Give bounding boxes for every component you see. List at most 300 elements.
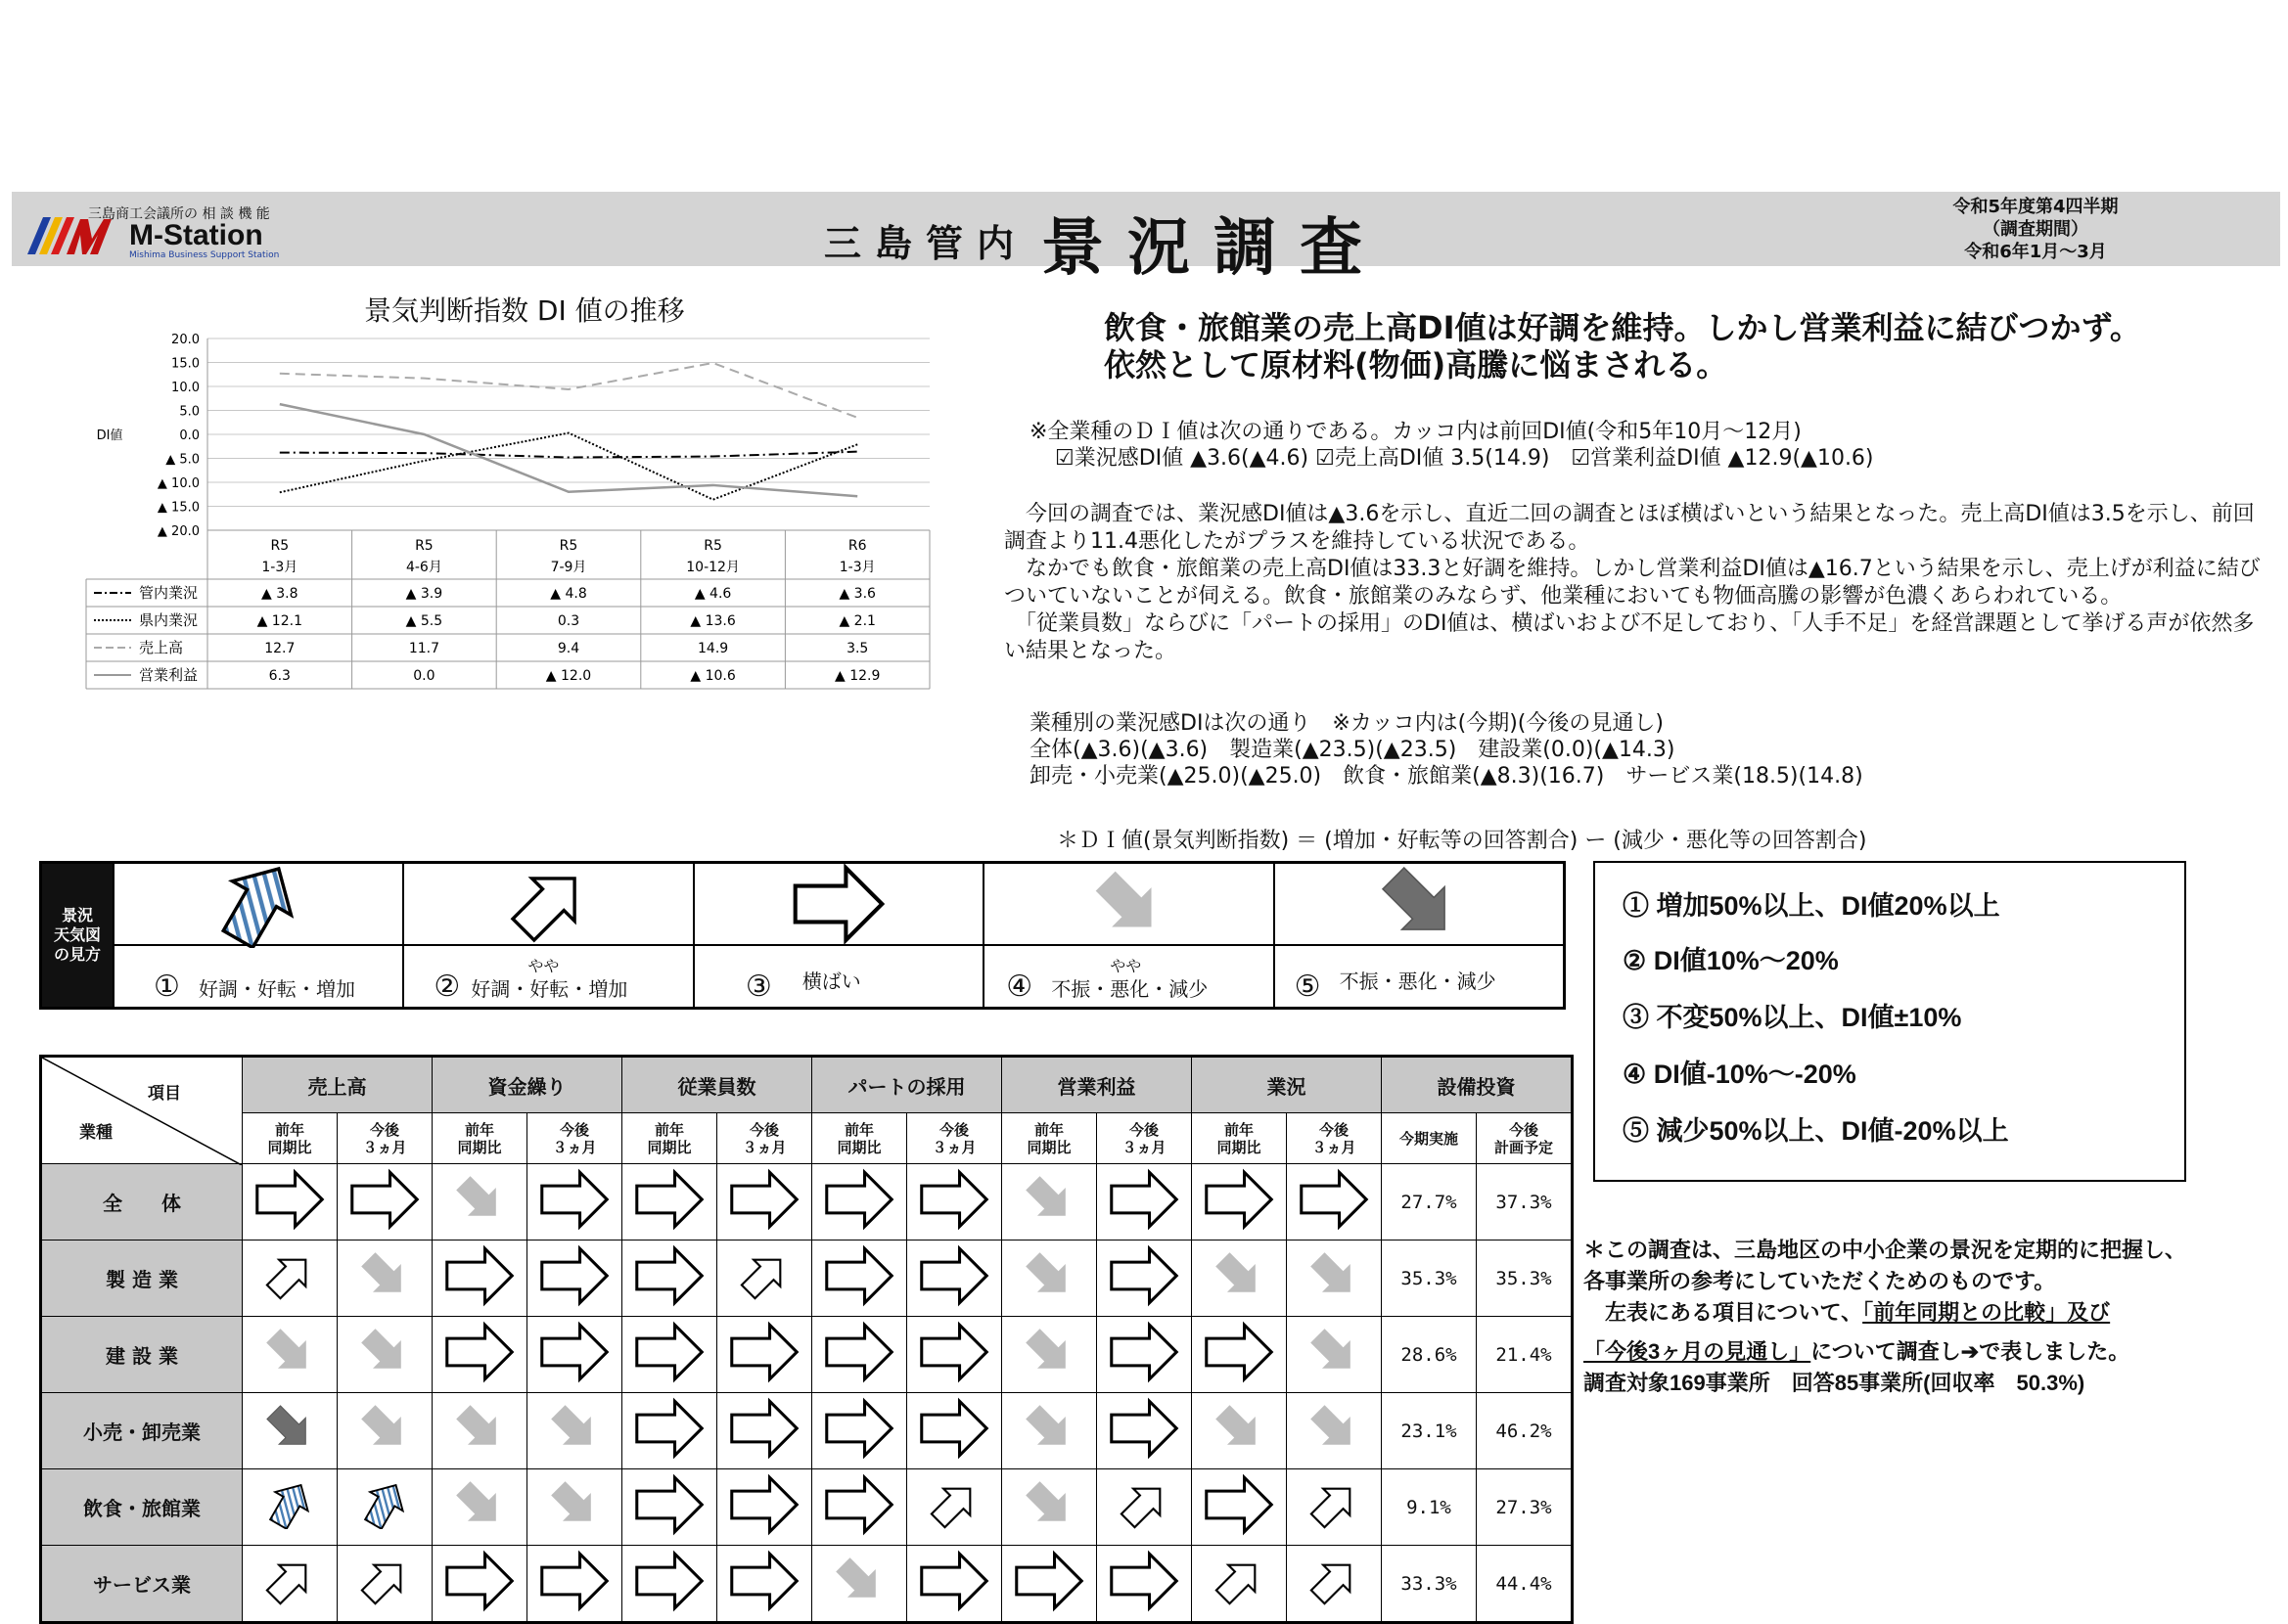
legend-num: ③ (745, 970, 772, 1004)
arrow-down-right-light-icon (835, 1556, 884, 1610)
legend-text: 不振・悪化・減少 (1339, 970, 1496, 993)
legend-item-1 (113, 864, 402, 1007)
column-group-header: 従業員数 (622, 1057, 812, 1113)
legend-side-line3: の見方 (53, 945, 101, 964)
y-tick-label: 5.0 (179, 404, 200, 420)
y-tick-label: ▲ 20.0 (157, 524, 200, 539)
y-tick-label: 15.0 (171, 356, 200, 372)
trend-cell (433, 1317, 527, 1393)
x-tick-label: 1-3月 (261, 560, 298, 575)
trend-cell (433, 1469, 527, 1546)
trend-cell (338, 1469, 433, 1546)
period-range: 令和6年1月～3月 (1964, 242, 2107, 262)
summary-line2: ☑業況感DI値 ▲3.6(▲4.6) ☑売上高DI値 3.5(14.9) ☑営業利益DI値 ▲12.9(▲10.6) (1055, 446, 1874, 471)
note-line5: 調査対象169事業所 回答85事業所(回収率 50.3%) (1583, 1371, 2085, 1395)
column-group-header: パートの採用 (812, 1057, 1002, 1113)
trend-cell (1002, 1164, 1097, 1241)
trend-cell (338, 1546, 433, 1623)
column-group-header: 設備投資 (1382, 1057, 1573, 1113)
arrow-right-outline-icon (634, 1317, 705, 1392)
industry-line2: 全体(▲3.6)(▲3.6) 製造業(▲23.5)(▲23.5) 建設業(0.0)(▲14.3) (1030, 738, 1675, 762)
arrow-down-right-light-icon (1309, 1251, 1358, 1305)
industry-di-block (1030, 710, 1863, 789)
trend-cell (717, 1546, 812, 1623)
table-row (41, 1469, 1573, 1546)
column-group-header: 売上高 (243, 1057, 433, 1113)
y-axis-label: DI値 (96, 429, 123, 443)
trend-cell (338, 1241, 433, 1317)
x-tick-label: R5 (559, 538, 578, 554)
arrow-right-outline-icon (539, 1317, 610, 1392)
trend-cell (907, 1546, 1002, 1623)
sub-header-prev: 前年 同期比 (1002, 1113, 1097, 1164)
trend-cell (1002, 1317, 1097, 1393)
arrow-down-right-light-icon (984, 864, 1272, 946)
trend-cell (1192, 1393, 1287, 1469)
trend-cell (527, 1393, 622, 1469)
trend-cell (338, 1393, 433, 1469)
arrow-right-outline-icon (1204, 1469, 1274, 1545)
trend-cell (717, 1164, 812, 1241)
row-industry-label: 全 体 (41, 1164, 243, 1241)
survey-period (1918, 196, 2153, 263)
trend-cell (1097, 1241, 1192, 1317)
arrow-right-outline-icon (539, 1241, 610, 1316)
x-tick-label: R5 (270, 538, 290, 554)
arrow-right-outline-icon (1109, 1393, 1179, 1468)
trend-cell (812, 1241, 907, 1317)
legend-num: ④ (1006, 970, 1033, 1004)
arrow-down-right-light-icon (1025, 1251, 1074, 1305)
investment-now-value: 35.3% (1382, 1241, 1477, 1317)
trend-cell (1287, 1393, 1382, 1469)
trend-cell (812, 1317, 907, 1393)
arrow-right-outline-icon (1204, 1164, 1274, 1240)
investment-plan-value: 46.2% (1477, 1393, 1573, 1469)
trend-cell (622, 1469, 717, 1546)
page-title: 景況調査 (1041, 212, 1386, 285)
trend-cell (1192, 1241, 1287, 1317)
chart-title: 景気判断指数 DI 値の推移 (364, 294, 685, 327)
trend-cell (433, 1164, 527, 1241)
data-label: ▲ 12.1 (256, 613, 302, 629)
arrow-right-outline-icon (634, 1164, 705, 1240)
arrow-right-outline-icon (824, 1469, 894, 1545)
di-chart (78, 325, 939, 695)
trend-cell (717, 1317, 812, 1393)
sub-header-prev: 前年 同期比 (812, 1113, 907, 1164)
trend-cell (243, 1164, 338, 1241)
y-tick-label: ▲ 10.0 (157, 476, 200, 491)
arrow-right-outline-icon (634, 1393, 705, 1468)
arrow-up-right-outline-icon (1120, 1480, 1168, 1534)
legend-entry: 県内業況 (139, 611, 199, 629)
arrow-right-outline-icon (824, 1164, 894, 1240)
arrow-right-outline-icon (634, 1546, 705, 1621)
row-industry-label: 飲食・旅館業 (41, 1469, 243, 1546)
trend-cell (1002, 1241, 1097, 1317)
data-label: 12.7 (264, 641, 296, 656)
headline-line2: 依然として原材料(物価)高騰に悩まされる。 (1104, 346, 1728, 383)
arrow-down-right-light-icon (1214, 1404, 1263, 1458)
legend-text: 好調・好転・増加 (199, 977, 355, 1001)
trend-cell (243, 1317, 338, 1393)
trend-cell (1097, 1164, 1192, 1241)
legend-yaya: やや (1110, 957, 1142, 975)
arrow-down-right-light-icon (455, 1175, 504, 1229)
data-label: ▲ 4.6 (694, 586, 732, 602)
trend-cell (812, 1546, 907, 1623)
x-tick-label: 1-3月 (839, 560, 876, 575)
trend-cell (812, 1164, 907, 1241)
row-industry-label: サービス業 (41, 1546, 243, 1623)
note-line3c: 及び (2067, 1300, 2111, 1325)
arrow-right-outline-icon (1204, 1317, 1274, 1392)
arrow-down-dark-icon (265, 1404, 314, 1458)
arrow-right-outline-icon (634, 1469, 705, 1545)
data-label: ▲ 5.5 (405, 613, 443, 629)
y-tick-label: 10.0 (171, 381, 200, 395)
headline (1104, 309, 2141, 383)
legend-num: ① (154, 970, 180, 1004)
industry-line3: 卸売・小売業(▲25.0)(▲25.0) 飲食・旅館業(▲8.3)(16.7) サービス業(18.5)(14.8) (1030, 764, 1863, 789)
trend-cell (1287, 1469, 1382, 1546)
data-label: 11.7 (408, 641, 439, 656)
level-definitions (1593, 861, 2186, 1182)
x-tick-label: R5 (704, 538, 722, 554)
arrow-up-right-outline-icon (1309, 1556, 1358, 1610)
trend-cell (1097, 1317, 1192, 1393)
level-2: ② DI値10%～20% (1623, 946, 1839, 975)
note-line3b: 「前年同期との比較」 (1862, 1300, 2068, 1325)
arrow-down-right-light-icon (265, 1328, 314, 1381)
trend-cell (1192, 1317, 1287, 1393)
trend-cell (717, 1469, 812, 1546)
trend-cell (527, 1241, 622, 1317)
trend-cell (1192, 1469, 1287, 1546)
arrow-down-right-light-icon (1309, 1328, 1358, 1381)
arrow-right-outline-icon (729, 1317, 800, 1392)
trend-cell (1097, 1546, 1192, 1623)
data-label: ▲ 3.8 (261, 586, 298, 602)
legend-side-line2: 天気図 (53, 925, 101, 944)
industry-line1: 業種別の業況感DIは次の通り ※カッコ内は(今期)(今後の見通し) (1030, 711, 1664, 736)
sub-header-next: 今後 ３ヵ月 (1097, 1113, 1192, 1164)
arrow-right-outline-icon (919, 1241, 989, 1316)
trend-cell (338, 1317, 433, 1393)
period-quarter: 令和5年度第4四半期 (1952, 197, 2119, 217)
investment-now-value: 27.7% (1382, 1164, 1477, 1241)
legend-side-label (42, 864, 113, 1007)
summary-line1: ※全業種のＤＩ値は次の通りである。カッコ内は前回DI値(令和5年10月～12月) (1030, 420, 1802, 444)
trend-cell (907, 1241, 1002, 1317)
trend-cell (1287, 1317, 1382, 1393)
data-label: 6.3 (268, 668, 291, 684)
arrow-down-right-light-icon (455, 1404, 504, 1458)
x-tick-label: R6 (847, 538, 867, 554)
trend-cell (527, 1469, 622, 1546)
arrow-down-dark-icon (1275, 864, 1563, 946)
trend-cell (812, 1393, 907, 1469)
di-formula: ＊ＤＩ値(景気判断指数) ＝ (増加・好転等の回答割合) ー (減少・悪化等の回答割合) (1057, 829, 1867, 853)
investment-now-value: 23.1% (1382, 1393, 1477, 1469)
arrow-down-right-light-icon (360, 1251, 409, 1305)
note-line1: ＊この調査は、三島地区の中小企業の景況を定期的に把握し、 (1583, 1238, 2187, 1262)
arrow-right-outline-icon (729, 1546, 800, 1621)
column-group-header: 資金繰り (433, 1057, 622, 1113)
legend-entry: 管内業況 (139, 584, 199, 602)
trend-cell (622, 1317, 717, 1393)
arrow-right-outline-icon (634, 1241, 705, 1316)
arrow-right-outline-icon (729, 1393, 800, 1468)
legend-text: 不振・悪化・減少 (1051, 977, 1209, 1001)
period-label: （調査期間） (1983, 219, 2088, 240)
y-tick-label: ▲ 5.0 (165, 452, 200, 468)
legend-item-3 (693, 864, 983, 1007)
trend-cell (1002, 1393, 1097, 1469)
body-paragraph-3: 「従業員数」ならびに「パートの採用」のDI値は、横ばいおよび不足しており、「人手不足」を経営課題として挙げる声が依然多い結果となった。 (1004, 611, 2255, 663)
investment-plan-value: 37.3% (1477, 1164, 1573, 1241)
table-corner (41, 1057, 243, 1164)
sub-header-prev: 前年 同期比 (622, 1113, 717, 1164)
data-label: 14.9 (698, 641, 729, 656)
column-group-header: 業況 (1192, 1057, 1382, 1113)
arrow-up-right-outline-icon (360, 1556, 409, 1610)
trend-cell (1097, 1469, 1192, 1546)
legend-item-5 (1273, 864, 1563, 1007)
arrow-right-outline-icon (919, 1164, 989, 1240)
trend-cell (907, 1317, 1002, 1393)
arrow-right-outline-icon (729, 1469, 800, 1545)
data-label: ▲ 10.6 (690, 668, 736, 684)
arrow-down-right-light-icon (550, 1404, 599, 1458)
trend-cell (907, 1393, 1002, 1469)
data-label: 9.4 (557, 641, 580, 656)
arrow-right-outline-icon (695, 864, 983, 946)
arrow-up-right-outline-icon (930, 1480, 979, 1534)
row-industry-label: 建 設 業 (41, 1317, 243, 1393)
arrow-up-right-outline-icon (404, 864, 692, 946)
arrow-up-right-outline-icon (265, 1251, 314, 1305)
trend-cell (1287, 1241, 1382, 1317)
table-row (41, 1317, 1573, 1393)
arrow-up-right-outline-icon (265, 1556, 314, 1610)
data-label: 0.0 (413, 668, 435, 684)
x-tick-label: 10-12月 (686, 560, 740, 575)
column-group-header: 営業利益 (1002, 1057, 1192, 1113)
logo-name: M-Station (129, 219, 263, 251)
note-line2: 各事業所の参考にしていただくためのものです。 (1583, 1269, 2056, 1293)
arrow-right-outline-icon (1299, 1164, 1369, 1240)
arrow-down-right-light-icon (1025, 1328, 1074, 1381)
trend-cell (243, 1393, 338, 1469)
legend-entry: 営業利益 (139, 666, 199, 684)
sub-header-next: 今後 ３ヵ月 (1287, 1113, 1382, 1164)
y-tick-label: 20.0 (171, 333, 200, 347)
arrow-right-outline-icon (444, 1241, 515, 1316)
trend-cell (812, 1469, 907, 1546)
arrow-right-outline-icon (824, 1393, 894, 1468)
arrow-right-outline-icon (729, 1164, 800, 1240)
arrow-down-right-light-icon (550, 1480, 599, 1534)
trend-cell (338, 1164, 433, 1241)
x-tick-label: 7-9月 (550, 560, 587, 575)
investment-plan-value: 35.3% (1477, 1241, 1573, 1317)
weather-legend (39, 861, 1566, 1010)
arrow-down-right-light-icon (1025, 1404, 1074, 1458)
data-label: ▲ 12.9 (835, 668, 881, 684)
arrow-up-striped-icon (360, 1480, 409, 1534)
industry-table (39, 1055, 1574, 1624)
investment-plan-value: 21.4% (1477, 1317, 1573, 1393)
note-line4 (1583, 1336, 2268, 1368)
sub-header-next: 今後 ３ヵ月 (717, 1113, 812, 1164)
arrow-right-outline-icon (824, 1317, 894, 1392)
arrow-down-right-light-icon (1214, 1251, 1263, 1305)
sub-header-prev: 前年 同期比 (243, 1113, 338, 1164)
y-tick-label: ▲ 15.0 (157, 500, 200, 516)
survey-notes (1583, 1235, 2268, 1399)
data-label: ▲ 3.9 (405, 586, 443, 602)
legend-num: ② (434, 970, 461, 1004)
body-paragraph-2: なかでも飲食・旅館業の売上高DI値は33.3と好調を維持。しかし営業利益DI値は▲16.7という結果を示し、売上げが利益に結びついていないことが伺える。飲食・旅館業のみならず、他業種においても物価高騰の影響が色濃くあらわれている。 (1004, 557, 2261, 609)
data-label: 3.5 (847, 641, 869, 656)
investment-plan-value: 44.4% (1477, 1546, 1573, 1623)
table-row (41, 1393, 1573, 1469)
trend-cell (1287, 1164, 1382, 1241)
trend-cell (622, 1546, 717, 1623)
trend-cell (527, 1317, 622, 1393)
trend-cell (622, 1393, 717, 1469)
level-3: ③ 不変50%以上、DI値±10% (1623, 1003, 1962, 1032)
investment-now-value: 33.3% (1382, 1546, 1477, 1623)
legend-side-line1: 景況 (61, 906, 93, 925)
series-line-売上高 (280, 363, 857, 418)
trend-cell (1287, 1546, 1382, 1623)
trend-cell (622, 1241, 717, 1317)
data-label: ▲ 2.1 (839, 613, 876, 629)
investment-now-value: 28.6% (1382, 1317, 1477, 1393)
arrow-up-right-outline-icon (740, 1251, 789, 1305)
trend-cell (243, 1546, 338, 1623)
trend-cell (622, 1164, 717, 1241)
row-industry-label: 製 造 業 (41, 1241, 243, 1317)
x-tick-label: R5 (415, 538, 434, 554)
level-1: ① 増加50%以上、DI値20%以上 (1623, 891, 2000, 921)
note-line4b: について調査し➔で表しました。 (1810, 1339, 2130, 1364)
trend-cell (907, 1469, 1002, 1546)
body-paragraph-1: 今回の調査では、業況感DI値は▲3.6を示し、直近二回の調査とほぼ横ばいという結果となった。売上高DI値は3.5を示し、前回調査より11.4悪化したがプラスを維持している状況である。 (1004, 502, 2255, 554)
trend-cell (717, 1241, 812, 1317)
legend-text: 横ばい (801, 970, 861, 993)
sub-header-plan: 今後 計画予定 (1477, 1113, 1573, 1164)
series-line-管内業況 (280, 452, 857, 458)
summary-block (1030, 419, 1874, 472)
legend-text: 好調・好転・増加 (471, 977, 628, 1001)
arrow-down-right-light-icon (1309, 1404, 1358, 1458)
legend-yaya: やや (527, 957, 560, 975)
arrow-right-outline-icon (824, 1241, 894, 1316)
arrow-right-outline-icon (254, 1164, 325, 1240)
corner-item-label: 項目 (148, 1084, 181, 1104)
arrow-down-right-light-icon (1025, 1480, 1074, 1534)
arrow-right-outline-icon (919, 1317, 989, 1392)
data-label: ▲ 3.6 (839, 586, 876, 602)
trend-cell (1192, 1164, 1287, 1241)
trend-cell (1192, 1546, 1287, 1623)
arrow-right-outline-icon (444, 1317, 515, 1392)
note-line4a: 「今後3ヶ月の見通し」 (1583, 1339, 1811, 1364)
investment-now-value: 9.1% (1382, 1469, 1477, 1546)
sub-header-next: 今後 ３ヵ月 (527, 1113, 622, 1164)
row-industry-label: 小売・卸売業 (41, 1393, 243, 1469)
trend-cell (527, 1546, 622, 1623)
trend-cell (433, 1393, 527, 1469)
logo-subtitle: 三島商工会議所の 相 談 機 能 (88, 206, 270, 222)
data-label: ▲ 4.8 (550, 586, 587, 602)
sub-header-next: 今後 ３ヵ月 (338, 1113, 433, 1164)
arrow-right-outline-icon (539, 1546, 610, 1621)
data-label: ▲ 12.0 (545, 668, 592, 684)
trend-cell (433, 1241, 527, 1317)
level-4: ④ DI値-10%～-20% (1623, 1060, 1856, 1089)
trend-cell (243, 1241, 338, 1317)
level-5: ⑤ 減少50%以上、DI値-20%以上 (1623, 1116, 2009, 1146)
arrow-right-outline-icon (349, 1164, 420, 1240)
trend-cell (433, 1546, 527, 1623)
sub-header-prev: 前年 同期比 (1192, 1113, 1287, 1164)
title-region: 三島管内 (824, 222, 1029, 265)
trend-cell (527, 1164, 622, 1241)
arrow-right-outline-icon (444, 1546, 515, 1621)
arrow-up-right-outline-icon (1214, 1556, 1263, 1610)
arrow-right-outline-icon (1109, 1241, 1179, 1316)
arrow-right-outline-icon (1109, 1546, 1179, 1621)
legend-entry: 売上高 (139, 639, 184, 656)
arrow-right-outline-icon (1109, 1317, 1179, 1392)
logo-english: Mishima Business Support Station (129, 250, 280, 260)
arrow-up-striped-icon (114, 864, 402, 946)
trend-cell (1002, 1469, 1097, 1546)
legend-item-2 (402, 864, 692, 1007)
sub-header-next: 今後 ３ヵ月 (907, 1113, 1002, 1164)
note-line3 (1583, 1297, 2268, 1329)
arrow-right-outline-icon (919, 1393, 989, 1468)
trend-cell (243, 1469, 338, 1546)
arrow-up-right-outline-icon (1309, 1480, 1358, 1534)
arrow-right-outline-icon (539, 1164, 610, 1240)
arrow-down-right-light-icon (455, 1480, 504, 1534)
data-label: ▲ 13.6 (690, 613, 736, 629)
arrow-up-striped-icon (265, 1480, 314, 1534)
legend-num: ⑤ (1294, 970, 1321, 1004)
note-line3a: 左表にある項目について、 (1583, 1300, 1863, 1325)
trend-cell (1002, 1546, 1097, 1623)
trend-cell (717, 1393, 812, 1469)
data-label: 0.3 (557, 613, 580, 629)
trend-cell (1097, 1393, 1192, 1469)
sub-header-now: 今期実施 (1382, 1113, 1477, 1164)
table-row (41, 1546, 1573, 1623)
table-row (41, 1164, 1573, 1241)
y-tick-label: 0.0 (179, 429, 200, 443)
arrow-right-outline-icon (1014, 1546, 1084, 1621)
arrow-down-right-light-icon (360, 1404, 409, 1458)
logo (27, 202, 341, 260)
arrow-down-right-light-icon (1025, 1175, 1074, 1229)
legend-item-4 (983, 864, 1272, 1007)
sub-header-prev: 前年 同期比 (433, 1113, 527, 1164)
